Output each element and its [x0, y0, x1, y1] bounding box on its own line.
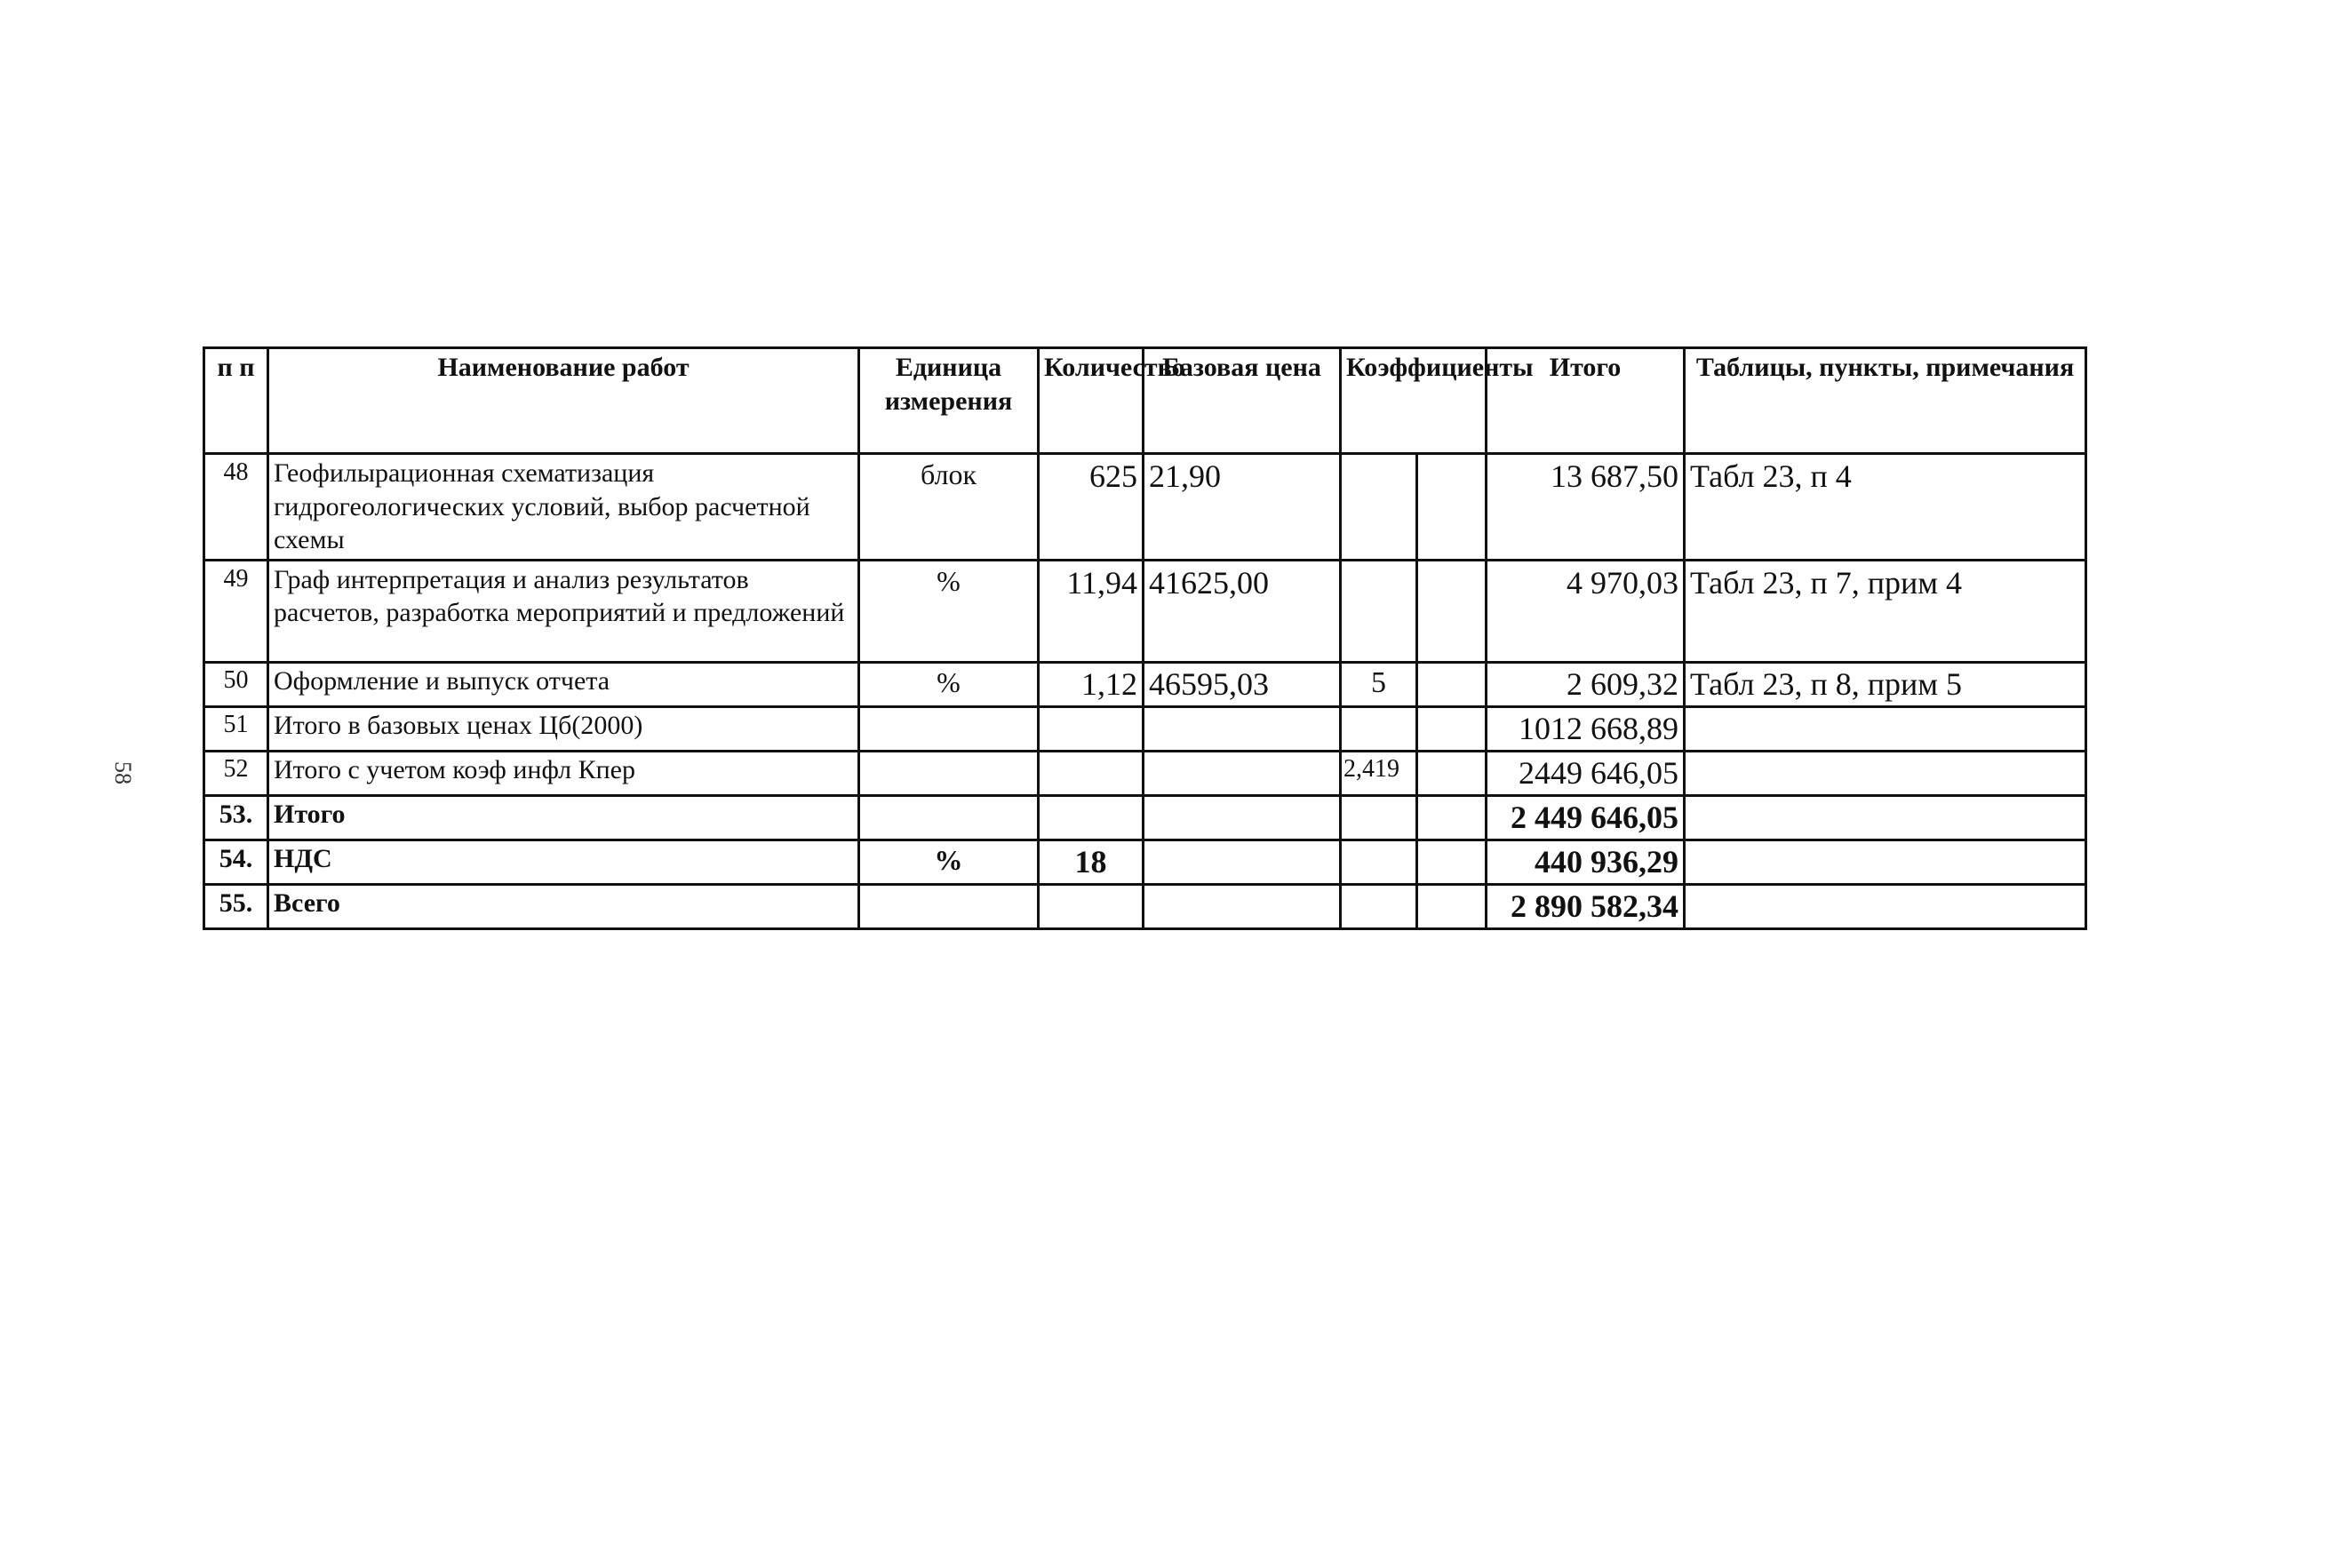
row-coef-2 — [1417, 706, 1487, 751]
row-qty: 18 — [1039, 840, 1144, 884]
header-qty: Количество — [1039, 348, 1144, 454]
row-unit — [859, 795, 1039, 840]
row-unit — [859, 884, 1039, 928]
row-coef-2 — [1417, 560, 1487, 662]
row-qty: 625 — [1039, 454, 1144, 561]
header-name: Наименование работ — [268, 348, 859, 454]
row-price: 46595,03 — [1144, 662, 1341, 706]
row-coef-2 — [1417, 454, 1487, 561]
row-price — [1144, 751, 1341, 795]
row-notes — [1685, 884, 2086, 928]
row-total: 1012 668,89 — [1487, 706, 1685, 751]
row-unit: блок — [859, 454, 1039, 561]
header-total: Итого — [1487, 348, 1685, 454]
header-price: Базовая цена — [1144, 348, 1341, 454]
row-notes — [1685, 840, 2086, 884]
row-num: 55. — [204, 884, 268, 928]
row-price — [1144, 706, 1341, 751]
row-coef-1 — [1341, 706, 1417, 751]
row-qty — [1039, 884, 1144, 928]
row-name: Итого — [268, 795, 859, 840]
row-price: 21,90 — [1144, 454, 1341, 561]
row-name: Итого в базовых ценах Цб(2000) — [268, 706, 859, 751]
row-notes — [1685, 751, 2086, 795]
row-unit — [859, 751, 1039, 795]
table-row — [204, 454, 2086, 561]
row-total: 440 936,29 — [1487, 840, 1685, 884]
row-coef-1 — [1341, 884, 1417, 928]
row-notes: Табл 23, п 7, прим 4 — [1685, 560, 2086, 662]
row-coef-2 — [1417, 840, 1487, 884]
row-num: 51 — [204, 706, 268, 751]
table-row — [204, 751, 2086, 795]
row-coef-1 — [1341, 454, 1417, 561]
row-name: Геофилырационная схематизация гидрогеологических условий, выбор расчетной схемы — [268, 454, 859, 561]
table-row — [204, 560, 2086, 662]
row-price — [1144, 840, 1341, 884]
header-notes: Таблицы, пункты, примечания — [1685, 348, 2086, 454]
header-row — [204, 348, 2086, 454]
row-num: 53. — [204, 795, 268, 840]
table-row — [204, 884, 2086, 928]
row-notes — [1685, 795, 2086, 840]
row-qty — [1039, 751, 1144, 795]
row-qty: 11,94 — [1039, 560, 1144, 662]
row-name: Оформление и выпуск отчета — [268, 662, 859, 706]
row-price — [1144, 795, 1341, 840]
row-unit: % — [859, 560, 1039, 662]
row-coef-1: 5 — [1341, 662, 1417, 706]
row-total: 2 890 582,34 — [1487, 884, 1685, 928]
row-coef-2 — [1417, 751, 1487, 795]
row-num: 49 — [204, 560, 268, 662]
row-unit: % — [859, 662, 1039, 706]
row-unit — [859, 706, 1039, 751]
page-number: 58 — [110, 761, 136, 784]
row-total: 2 609,32 — [1487, 662, 1685, 706]
row-qty: 1,12 — [1039, 662, 1144, 706]
row-price: 41625,00 — [1144, 560, 1341, 662]
row-coef-2 — [1417, 884, 1487, 928]
row-num: 54. — [204, 840, 268, 884]
row-total: 2449 646,05 — [1487, 751, 1685, 795]
row-notes: Табл 23, п 4 — [1685, 454, 2086, 561]
row-num: 52 — [204, 751, 268, 795]
table-row — [204, 662, 2086, 706]
row-total: 13 687,50 — [1487, 454, 1685, 561]
row-coef-2 — [1417, 795, 1487, 840]
row-notes — [1685, 706, 2086, 751]
row-total: 4 970,03 — [1487, 560, 1685, 662]
row-name: Итого с учетом коэф инфл Кпер — [268, 751, 859, 795]
row-num: 50 — [204, 662, 268, 706]
table-row — [204, 795, 2086, 840]
row-price — [1144, 884, 1341, 928]
row-qty — [1039, 706, 1144, 751]
row-num: 48 — [204, 454, 268, 561]
row-coef-1: 2,419 — [1341, 751, 1417, 795]
row-name: Всего — [268, 884, 859, 928]
table-row — [204, 706, 2086, 751]
header-unit: Единица измерения — [859, 348, 1039, 454]
row-name: НДС — [268, 840, 859, 884]
cost-estimate-table — [203, 346, 2087, 930]
row-coef-2 — [1417, 662, 1487, 706]
table-row — [204, 840, 2086, 884]
header-num: п п — [204, 348, 268, 454]
row-total: 2 449 646,05 — [1487, 795, 1685, 840]
row-name: Граф интерпретация и анализ результатов расчетов, разработка мероприятий и предложений — [268, 560, 859, 662]
row-coef-1 — [1341, 795, 1417, 840]
row-unit: % — [859, 840, 1039, 884]
row-notes: Табл 23, п 8, прим 5 — [1685, 662, 2086, 706]
row-coef-1 — [1341, 560, 1417, 662]
header-coef: Коэффициенты — [1341, 348, 1487, 454]
row-coef-1 — [1341, 840, 1417, 884]
row-qty — [1039, 795, 1144, 840]
